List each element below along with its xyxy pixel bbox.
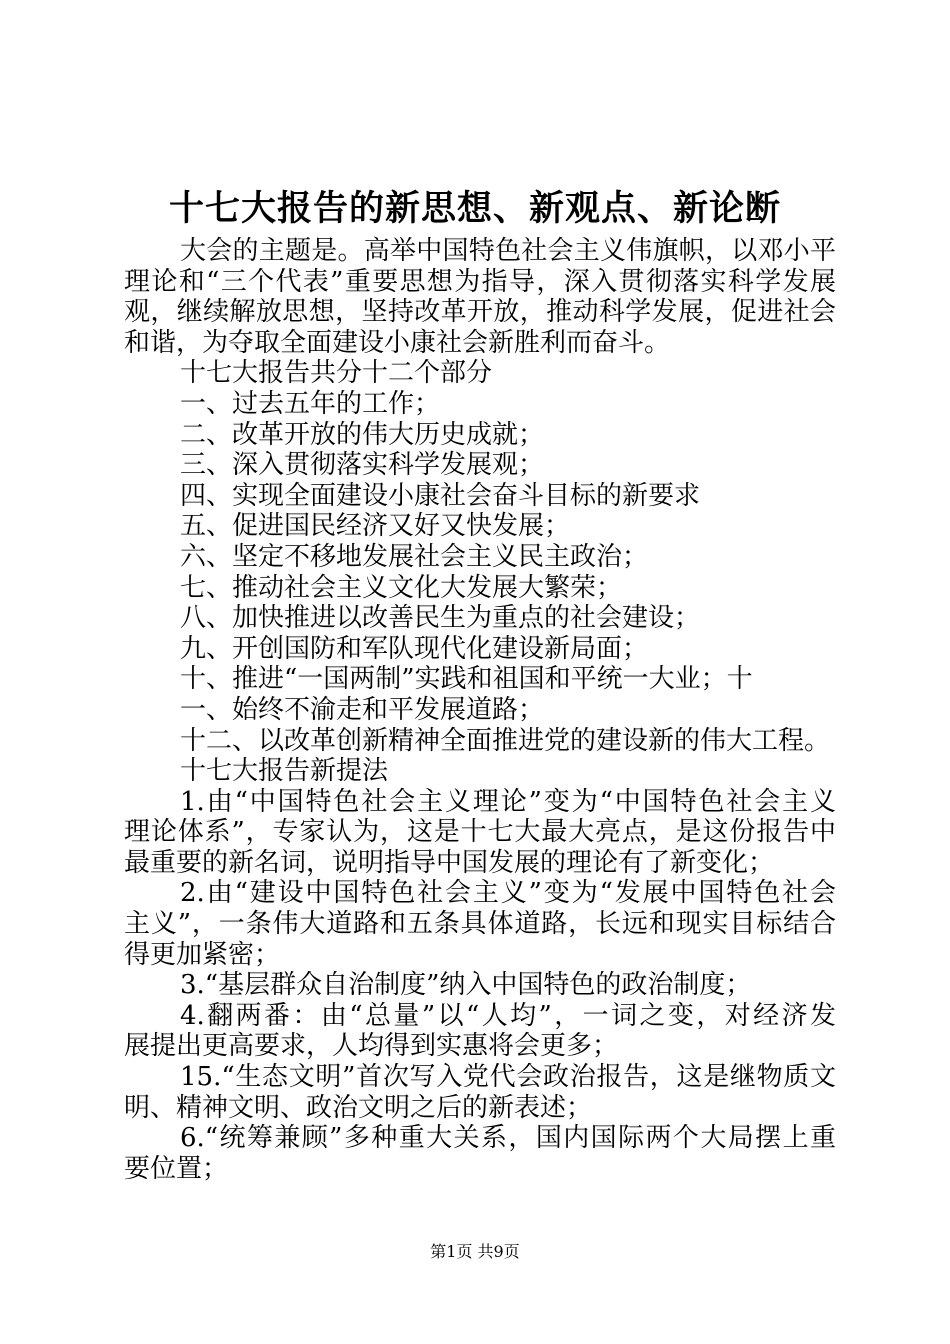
paragraph-line: 十、推进“一国两制”实践和祖国和平统一大业；十 [180,664,753,695]
paragraph-line: 1.由“中国特色社会主义理论”变为“中国特色社会主义 [180,786,836,817]
paragraph-line: 2.由“建设中国特色社会主义”变为“发展中国特色社会 [180,878,836,909]
paragraph-line: 六、坚定不移地发展社会主义民主政治； [180,541,649,572]
paragraph-line: 和谐，为夺取全面建设小康社会新胜利而奋斗。 [124,327,671,358]
paragraph-line: 三、深入贯彻落实科学发展观； [180,450,545,481]
page-number-footer: 第1页 共9页 [430,1242,520,1261]
paragraph-line: 得更加紧密； [124,939,281,970]
paragraph-line: 八、加快推进以改善民生为重点的社会建设； [180,603,701,634]
paragraph-line: 七、推动社会主义文化大发展大繁荣； [180,572,623,603]
paragraph-line: 十七大报告共分十二个部分 [180,358,493,389]
document-title: 十七大报告的新思想、新观点、新论断 [168,189,781,229]
paragraph-line: 理论体系”，专家认为，这是十七大最大亮点，是这份报告中 [124,817,836,848]
paragraph-line: 九、开创国防和军队现代化建设新局面； [180,633,649,664]
paragraph-line: 观，继续解放思想，坚持改革开放，推动科学发展，促进社会 [124,297,836,328]
paragraph-line: 主义”，一条伟大道路和五条具体道路，长远和现实目标结合 [124,909,836,940]
paragraph-line: 二、改革开放的伟大历史成就； [180,419,545,450]
paragraph-line: 展提出更高要求，人均得到实惠将会更多； [124,1031,619,1062]
paragraph-line: 15.“生态文明”首次写入党代会政治报告，这是继物质文 [180,1062,836,1093]
paragraph-line: 四、实现全面建设小康社会奋斗目标的新要求 [180,480,701,511]
paragraph-line: 最重要的新名词，说明指导中国发展的理论有了新变化； [124,847,775,878]
paragraph-line: 4.翻两番：由“总量”以“人均”，一词之变，对经济发 [180,1000,836,1031]
paragraph-line: 要位置； [124,1153,229,1184]
paragraph-line: 一、过去五年的工作； [180,388,441,419]
paragraph-line: 十七大报告新提法 [180,756,389,787]
paragraph-line: 十二、以改革创新精神全面推进党的建设新的伟大工程。 [180,725,831,756]
paragraph-line: 一、始终不渝走和平发展道路； [180,694,545,725]
paragraph-line: 3.“基层群众自治制度”纳入中国特色的政治制度； [180,970,752,1001]
paragraph-line: 明、精神文明、政治文明之后的新表述； [124,1092,593,1123]
document-body [124,236,836,1184]
paragraph-line: 6.“统筹兼顾”多种重大关系，国内国际两个大局摆上重 [180,1123,836,1154]
paragraph-line: 理论和“三个代表”重要思想为指导，深入贯彻落实科学发展 [124,266,836,297]
paragraph-line: 大会的主题是。高举中国特色社会主义伟旗帜，以邓小平 [180,236,836,266]
paragraph-line: 五、促进国民经济又好又快发展； [180,511,571,542]
